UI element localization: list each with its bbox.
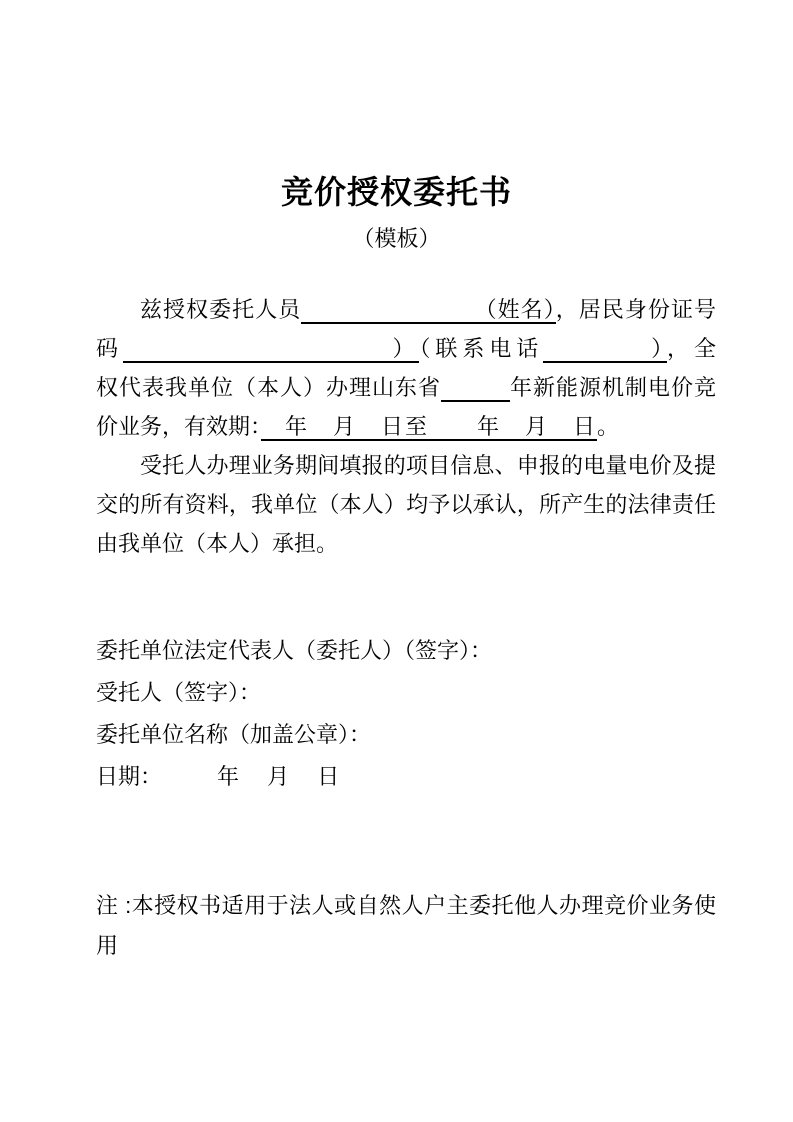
para1-l4-text-b: 。	[597, 414, 620, 439]
para1-l2-text-c: ，全	[667, 336, 716, 361]
para1-line3	[96, 368, 716, 407]
footnote-line2: 用	[96, 933, 119, 958]
para1-line1	[96, 290, 716, 329]
document-subtitle: （模板）	[352, 226, 441, 251]
para1-l4-text-a: 价业务，有效期：	[96, 414, 262, 439]
para1-l2-text-a: 码	[96, 336, 123, 361]
agent-signature-label: 受托人（签字）：	[96, 680, 262, 705]
para1-l2-text-b: （联系电话	[419, 336, 544, 361]
validity-period-blank-field: 年 月 日至 年 月 日	[261, 414, 598, 439]
year-blank-field	[441, 375, 510, 402]
para1-l1-text-a: 兹授权委托人员	[140, 297, 302, 322]
id-number-blank-field: ）	[122, 336, 420, 361]
para1-line4	[96, 407, 716, 446]
signature-section	[96, 630, 716, 798]
authorization-body	[96, 290, 716, 563]
para1-l1-text-b: ，居民身份证号	[555, 297, 716, 322]
name-blank-field: （姓名）	[301, 297, 556, 322]
para1-l3-text-b: 年新能源机制电价竞	[509, 375, 716, 400]
para2-line2: 交的所有资料，我单位（本人）均予以承认，所产生的法律责任	[96, 492, 716, 517]
para2-line3: 由我单位（本人）承担。	[96, 531, 339, 556]
footnote	[96, 886, 716, 966]
para1-l3-text-a: 权代表我单位（本人）办理山东省	[96, 375, 441, 400]
para2-line1: 受托人办理业务期间填报的项目信息、申报的电量电价及提	[140, 453, 716, 478]
legal-representative-signature-label: 委托单位法定代表人（委托人）（签字）：	[96, 638, 493, 663]
phone-blank-field: ）	[543, 336, 668, 361]
document-title: 竞价授权委托书	[280, 174, 512, 210]
footnote-line1: 注 :本授权书适用于法人或自然人户主委托他人办理竞价业务使	[96, 893, 716, 918]
date-label: 日期： 年 月 日	[96, 764, 340, 789]
para1-line2	[96, 329, 716, 368]
company-seal-label: 委托单位名称（加盖公章）：	[96, 722, 372, 747]
